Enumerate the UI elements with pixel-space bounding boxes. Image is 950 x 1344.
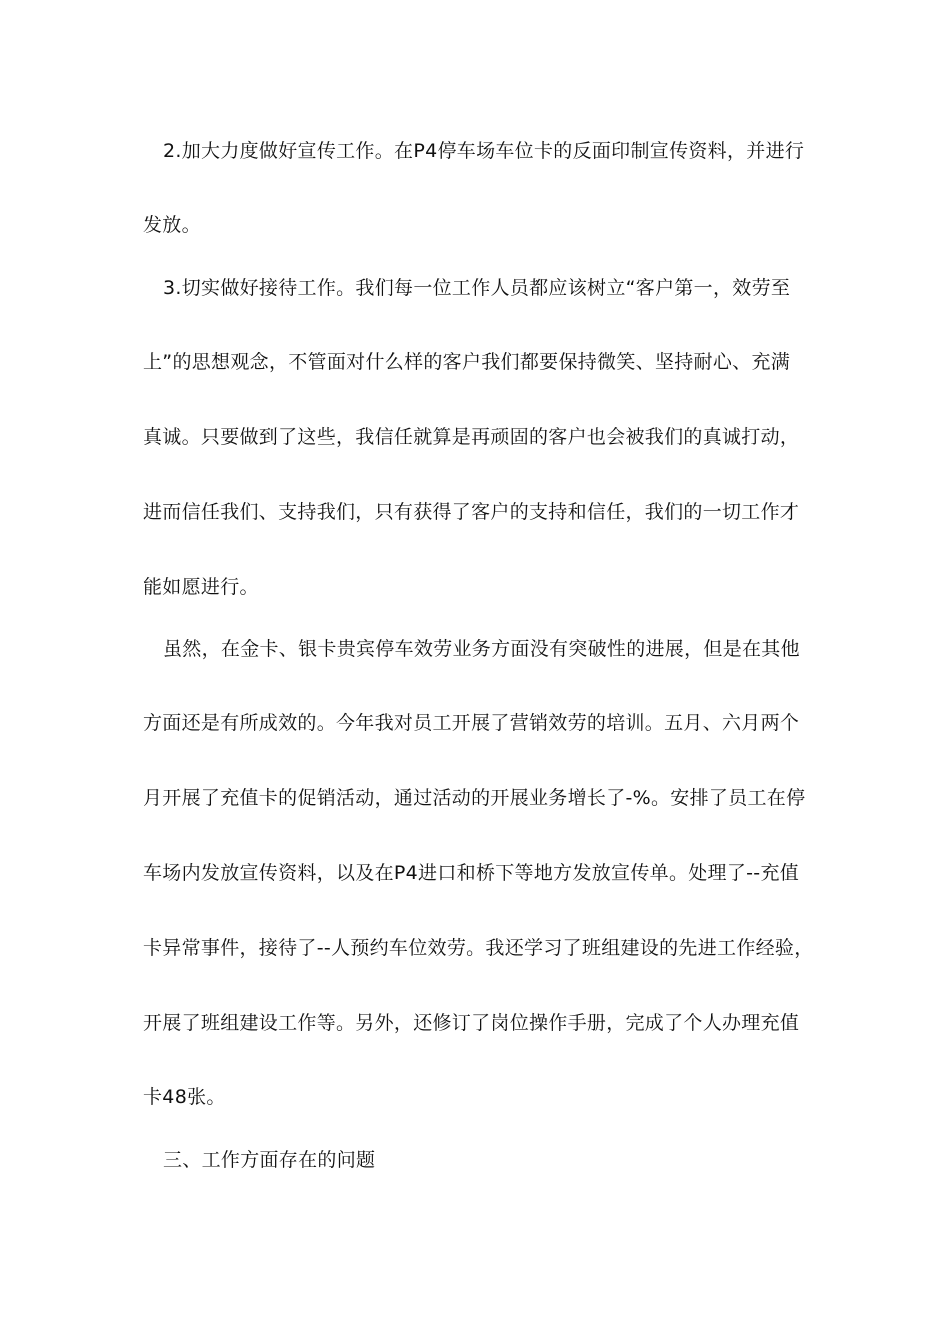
paragraph-line: 2.加大力度做好宣传工作。在P4停车场车位卡的反面印制宣传资料，并进行 [163,140,805,162]
paragraph-line: 月开展了充值卡的促销活动，通过活动的开展业务增长了-%。安排了员工在停 [143,787,806,809]
paragraph-line: 开展了班组建设工作等。另外，还修订了岗位操作手册，完成了个人办理充值 [143,1012,800,1034]
paragraph-line: 发放。 [143,214,201,236]
paragraph-line: 卡异常事件，接待了--人预约车位效劳。我还学习了班组建设的先进工作经验， [143,937,814,959]
paragraph-line: 卡48张。 [143,1086,226,1108]
paragraph-line: 虽然，在金卡、银卡贵宾停车效劳业务方面没有突破性的进展，但是在其他 [163,638,800,660]
section-heading: 三、工作方面存在的问题 [163,1149,376,1171]
paragraph-line: 方面还是有所成效的。今年我对员工开展了营销效劳的培训。五月、六月两个 [143,712,800,734]
paragraph-line: 能如愿进行。 [143,576,259,598]
paragraph-line: 车场内发放宣传资料，以及在P4进口和桥下等地方发放宣传单。处理了--充值 [143,862,800,884]
paragraph-line: 真诚。只要做到了这些，我信任就算是再顽固的客户也会被我们的真诚打动， [143,426,800,448]
paragraph-line: 3.切实做好接待工作。我们每一位工作人员都应该树立“客户第一，效劳至 [163,277,791,299]
paragraph-line: 进而信任我们、支持我们，只有获得了客户的支持和信任，我们的一切工作才 [143,501,800,523]
paragraph-line: 上”的思想观念，不管面对什么样的客户我们都要保持微笑、坚持耐心、充满 [143,351,791,373]
